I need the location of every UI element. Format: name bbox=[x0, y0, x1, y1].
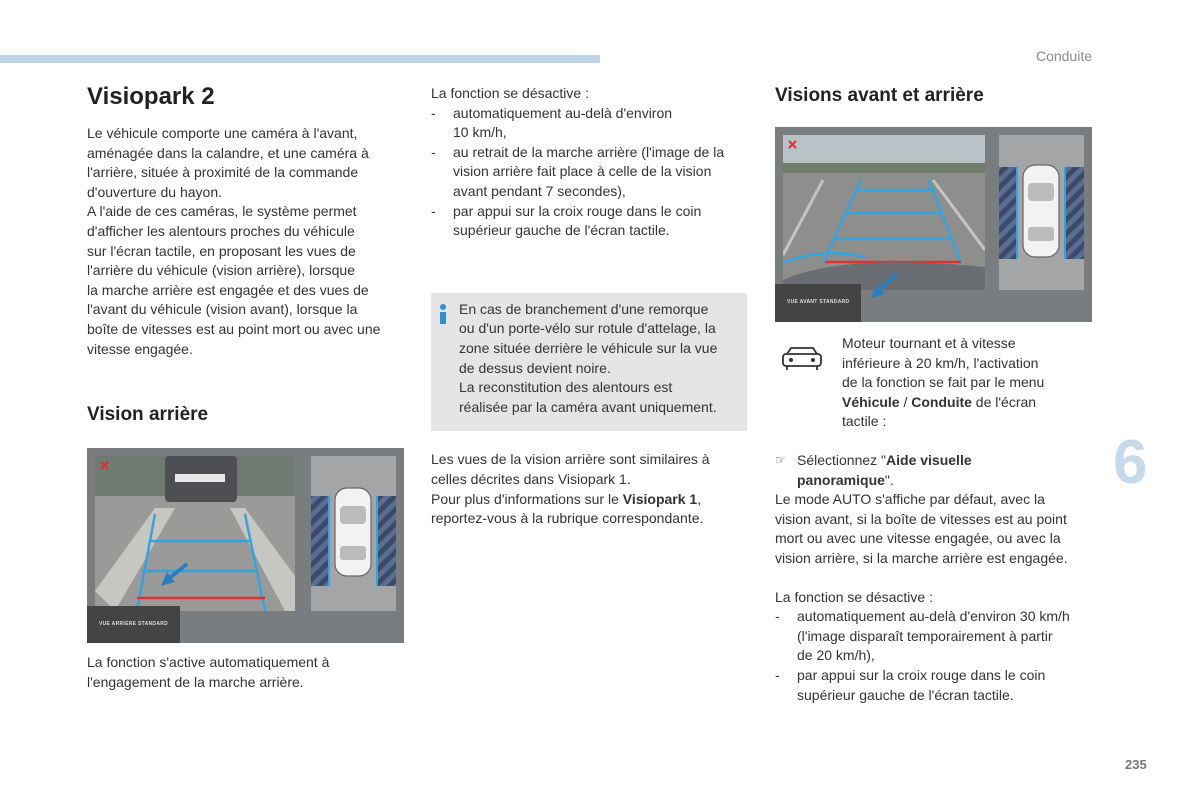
front-camera-view bbox=[783, 135, 985, 290]
column-middle bbox=[431, 84, 751, 529]
auto-mode-paragraph: Le mode AUTO s'affiche par défaut, avec la vision avant, si la boîte de vitesses est au point mort ou avec une vitesse engagée, ou avec la vision arrière, si la marche arrière est engagée. bbox=[775, 491, 1068, 566]
list-item: - automatiquement au-delà d'environ 30 km/h (l'image disparaît temporairement à partir de 20 km/h), bbox=[775, 607, 1097, 666]
pointing-hand-icon: ☞ bbox=[775, 452, 786, 467]
info-note bbox=[431, 293, 747, 432]
list-item: - par appui sur la croix rouge dans le coin supérieur gauche de l'écran tactile. bbox=[431, 202, 751, 241]
rear-caption: La fonction s'active automatiquement à l'engagement de la marche arrière. bbox=[87, 654, 330, 690]
rear-camera-view bbox=[95, 456, 295, 611]
info-icon bbox=[440, 304, 447, 324]
car-settings-icon bbox=[775, 342, 833, 378]
column-left bbox=[87, 82, 405, 692]
intro-paragraph: Le véhicule comporte une caméra à l'avant, aménagée dans la calandre, et une caméra à l'arrière, située à proximité de la commande d'ouverture du hayon. A l'aide de ces caméras, le système permet d'afficher les alentours proches du véhicule sur l'écran tactile, en proposant les vues de l'arrière du véhicule (vision arrière), lorsque la marche arrière est engagée et des vues de l'avant du véhicule (vision avant), lorsque la boîte de vitesses est au point mort ou avec une vitesse engagée. bbox=[87, 125, 381, 357]
section-title: Conduite bbox=[1035, 48, 1092, 64]
activation-instruction: Moteur tournant et à vitesse inférieure à 20 km/h, l'activation de la fonction se fait par le menu Véhicule / Conduite de l'écran tactile : bbox=[775, 334, 1097, 432]
rear-camera-screenshot bbox=[87, 448, 404, 643]
front-top-view bbox=[999, 135, 1084, 290]
rear-view-label: VUE ARRIERE STANDARD bbox=[87, 606, 180, 644]
rear-views-paragraph: Les vues de la vision arrière sont similaires à celles décrites dans Visiopark 1. Pour plus d'informations sur le Visiopark 1, reportez-vous à la rubrique correspondante. bbox=[431, 451, 710, 527]
list-item: - par appui sur la croix rouge dans le coin supérieur gauche de l'écran tactile. bbox=[775, 666, 1097, 705]
column-right bbox=[775, 84, 1097, 705]
header-accent-bar bbox=[0, 55, 600, 63]
rear-top-view bbox=[311, 456, 396, 611]
select-instruction: ☞ Sélectionnez "Aide visuelle panoramique". bbox=[775, 451, 972, 488]
front-deactivation-intro: La fonction se désactive : bbox=[775, 588, 933, 605]
menu-vehicule: Véhicule bbox=[842, 393, 900, 410]
rear-vision-heading: Vision arrière bbox=[87, 404, 209, 426]
menu-conduite: Conduite bbox=[911, 393, 972, 410]
deactivation-intro: La fonction se désactive : bbox=[431, 85, 589, 101]
aide-visuelle-option: Aide visuelle bbox=[886, 451, 972, 468]
front-view-label: VUE AVANT STANDARD bbox=[775, 284, 861, 322]
deactivation-list bbox=[431, 104, 751, 241]
arrow-icon bbox=[867, 272, 901, 302]
front-camera-screenshot bbox=[775, 127, 1092, 322]
list-item: - automatiquement au-delà d'environ 10 km/h, bbox=[431, 104, 751, 143]
page-number: 235 bbox=[1125, 757, 1147, 772]
info-text: En cas de branchement d'une remorque ou d'un porte-vélo sur rotule d'attelage, la zone située derrière le véhicule sur la vue de dessus devient noire. La reconstitution des alentours est réalisée par la caméra avant uniquement. bbox=[459, 300, 718, 415]
page-title: Visiopark 2 bbox=[87, 83, 215, 110]
visiopark1-reference: Visiopark 1 bbox=[622, 490, 698, 507]
front-rear-heading: Visions avant et arrière bbox=[775, 85, 984, 106]
front-deactivation-list bbox=[775, 607, 1097, 705]
list-item: - au retrait de la marche arrière (l'image de la vision arrière fait place à celle de la vision avant pendant 7 secondes), bbox=[431, 143, 751, 202]
chapter-number: 6 bbox=[1113, 428, 1148, 497]
